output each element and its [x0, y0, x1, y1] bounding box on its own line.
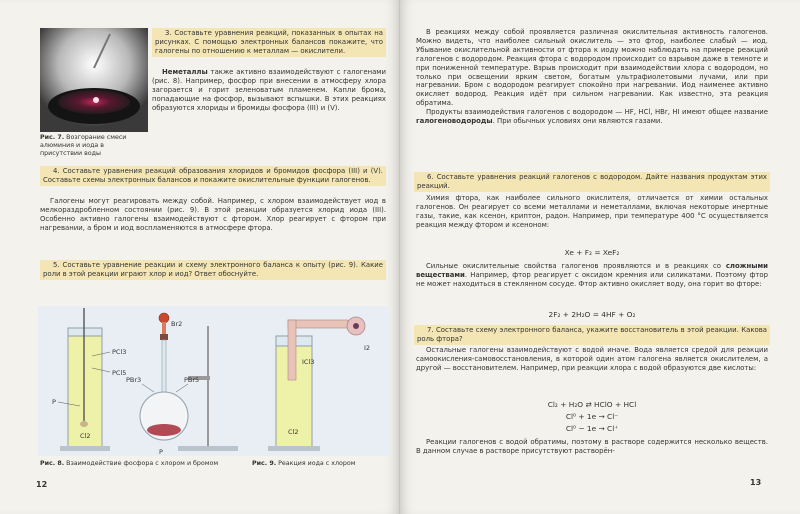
fig8-label-p: P	[52, 398, 56, 406]
page-number-left: 12	[36, 480, 48, 489]
paragraph-other-halogens: Остальные галогены взаимодействуют с водой иначе. Вода является средой для реакции самоокисления-самовосстановления, в которой один атом галогена является окислителем, а другой — восстановителем. Например, при реакции хлора с водой образуются две кислоты:	[416, 346, 768, 372]
figures-svg	[38, 306, 390, 456]
equation-chlorine-oxidation: Cl⁰ + 1e → Cl⁻	[565, 412, 619, 421]
task-4: 4. Составьте уравнения реакций образования хлоридов и бромидов фосфора (III) и (V). Составьте схемы электронных балансов и покажите окислительные функции галогенов.	[40, 166, 386, 186]
fig8-label-pcl5: PCl5	[112, 369, 127, 377]
fig8-label-br2: Br2	[171, 320, 183, 328]
paragraph-halogens: Галогены могут реагировать между собой. Например, с хлором взаимодействует иод в мелкораздробленном состоянии (рис. 9). В этой реакции образуется хлорид иода (III). Особенно активно галогены взаимодействуют с фтором. Хлор реагирует с фтором при нагревании, а бром и иод воспламеняются в атмосфере фтора.	[40, 197, 386, 232]
fig9-label-icl3: ICl3	[302, 358, 315, 366]
paragraph-reversible: Реакции галогенов с водой обратимы, поэтому в растворе содержится несколько веществ. В данном случае в растворе присутствуют растворён-	[416, 438, 768, 455]
fig8-label-pbr3: PBr3	[126, 376, 142, 384]
fig8-cylinder	[58, 308, 110, 451]
paragraph-nonmetals: Неметаллы также активно взаимодействуют с галогенами (рис. 8). Например, фосфор при внесении в атмосферу хлора загорается и горит зеленоватым пламенем. Капли брома, попадающие на фосфор, вызывают вспышки. В этих реакциях образуются хлориды и бромиды фосфора (III) и (V).	[152, 68, 386, 112]
figures-8-9	[38, 306, 390, 456]
fig9-caption: Рис. 9. Реакция иода с хлором	[252, 460, 356, 467]
paragraph-reactions: В реакциях между собой проявляется различная окислительная активность галогенов. Можно видеть, что наиболее сильный окислитель — это фтор, наиболее слабый — иод. Убывание окислительной активности от фтора к иоду можно наблюдать на примере реакций галогенов с водородом. Реакция фтора с водородом происходит со взрывом даже в темноте и при пониженной температуре. Взрыв происходит при взаимодействии хлора с водородом, но только при освещении ярким светом, богатым ультрафиолетовыми лучами, или при нагревании. Бром с водородом реагирует спокойно при нагревании. Иод наименее активно окисляет водород. Реакция идёт при сильном нагревании. Как известно, эта реакция обратима. Продукты взаимодействия галогенов с водородом — HF, HCl, HBr, HI имеют общее название галогеноводороды. При обычных условиях они являются газами.	[416, 28, 768, 126]
task-6: 6. Составьте уравнения реакций галогенов с водородом. Дайте названия продуктам этих реакций.	[414, 172, 770, 192]
task-3: 3. Составьте уравнения реакций, показанных в опытах на рисунках. С помощью электронных балансов покажите, что галогены по отношению к металлам — окислители.	[152, 28, 386, 57]
task-7: 7. Составьте схему электронного баланса, укажите восстановитель в этой реакции. Какова роль фтора?	[414, 325, 770, 345]
fig9-apparatus	[268, 317, 365, 451]
paragraph-complex: Сильные окислительные свойства галогенов проявляются и в реакциях со сложными веществами. Например, фтор реагирует с оксидом кремния или силикатами. Поэтому фтор не может находиться в стеклянном сосуде. Фтор активно окисляет воду, она горит во фторе:	[416, 262, 768, 288]
fig7-photo	[40, 28, 148, 132]
paragraph-fluorine: Химия фтора, как наиболее сильного окислителя, отличается от химии остальных галогенов. Он реагирует со всеми металлами и неметаллами, включая некоторые инертные газы, такие, как ксенон, криптон, радон. Например, при температуре 400 °С осуществляется реакция между фтором и ксеноном:	[416, 194, 768, 229]
equation-chlorine-reduction: Cl⁰ − 1e → Cl⁺	[565, 424, 619, 433]
equation-water: 2F₂ + 2H₂O = 4HF + O₂	[548, 310, 636, 319]
fig9-label-i2: I2	[364, 344, 371, 352]
task-5: 5. Составьте уравнение реакции и схему электронного баланса к опыту (рис. 9). Какие роли в этой реакции играют хлор и иод? Ответ обоснуйте.	[40, 260, 386, 280]
fig9-label-cl2: Cl2	[288, 428, 299, 436]
fig8-label-p2: P	[159, 448, 163, 456]
fig8-label-pcl3: PCl3	[112, 348, 127, 356]
equation-xenon: Xe + F₂ = XeF₂	[564, 248, 620, 257]
fig8-label-cl2: Cl2	[80, 432, 91, 440]
right-page	[400, 0, 800, 514]
fig8-label-pbr5: PBr5	[184, 376, 200, 384]
page-number-right: 13	[750, 478, 762, 487]
equation-chlorine-water: Cl₂ + H₂O ⇄ HClO + HCl	[547, 400, 637, 409]
fig7-caption: Рис. 7. Возгорание смеси алюминия и иода в присутствии воды	[40, 134, 127, 157]
fig8-caption: Рис. 8. Взаимодействие фосфора с хлором и бромом	[40, 460, 219, 467]
